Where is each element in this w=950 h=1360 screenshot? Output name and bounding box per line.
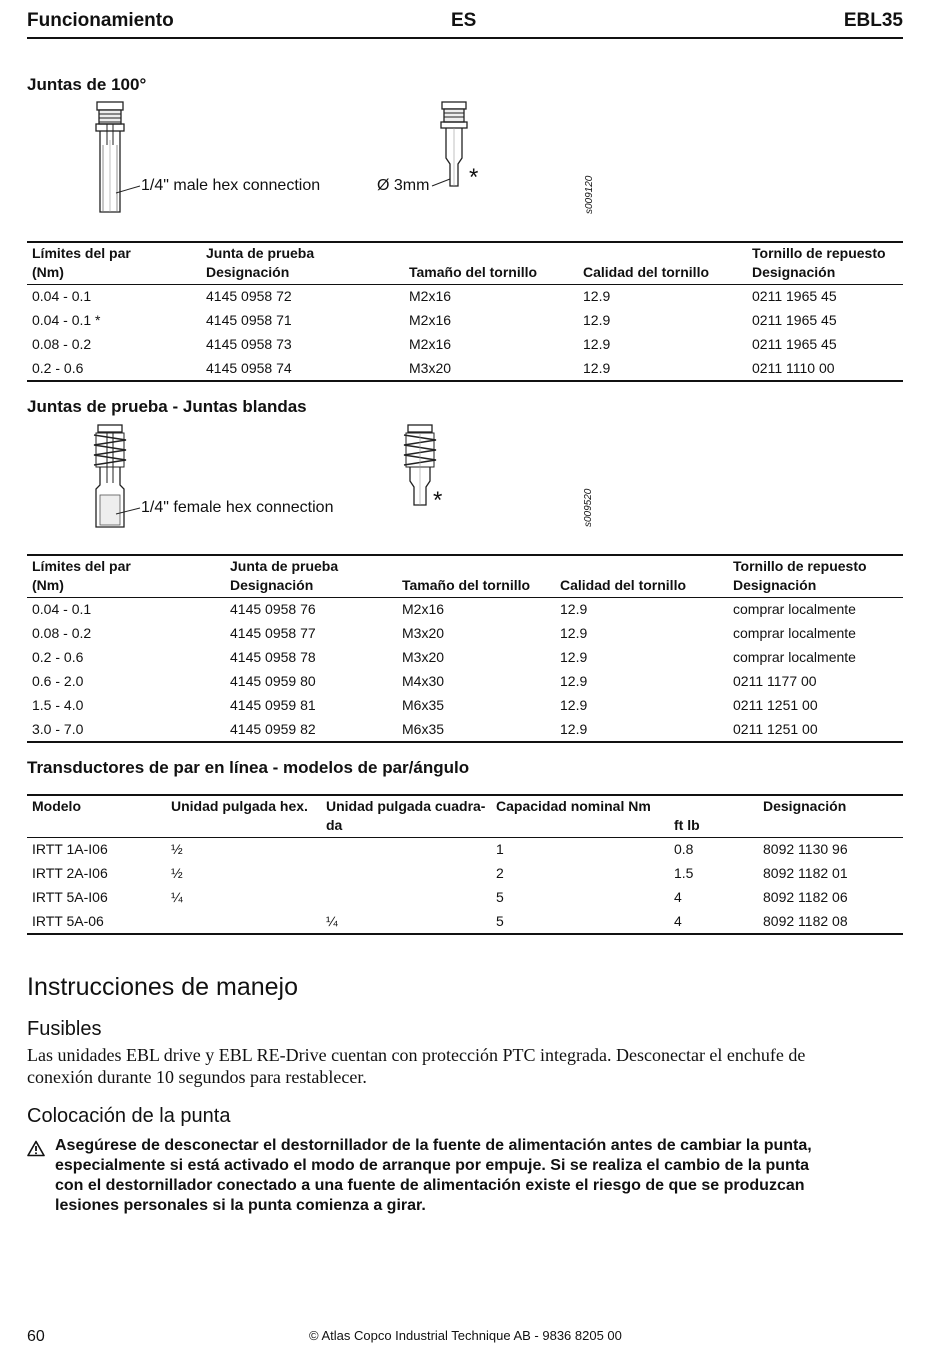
diameter-label: Ø 3mm bbox=[377, 177, 430, 194]
header-language: ES bbox=[451, 10, 477, 31]
female-hex-connection-label: 1/4" female hex connection bbox=[141, 499, 334, 516]
table1-header-screw-quality: Calidad del tornillo bbox=[583, 264, 710, 280]
header-section-title: Funcionamiento bbox=[27, 10, 174, 31]
male-hex-connection-label: 1/4" male hex connection bbox=[141, 177, 321, 194]
table3-top-rule bbox=[27, 794, 903, 796]
male-hex-joint-drawing bbox=[90, 100, 130, 218]
fusibles-text: Las unidades EBL drive y EBL RE-Drive cuentan con protección PTC integrada. Desconectar el enchufe de conexión durante 10 segundos para restablecer. bbox=[27, 1045, 806, 1087]
table2-header-joint: Junta de prueba Designación bbox=[230, 558, 339, 593]
table3-bottom-rule bbox=[27, 933, 903, 935]
instructions-title: Instrucciones de manejo bbox=[27, 973, 298, 1001]
copyright: © Atlas Copco Industrial Technique AB - 9836 8205 00 bbox=[309, 1328, 622, 1343]
section-title-100-joints: Juntas de 100° bbox=[27, 75, 147, 94]
figure-code-s009120: s009120 bbox=[584, 175, 595, 214]
table2-top-rule bbox=[27, 554, 903, 556]
leader-line-diameter bbox=[432, 176, 452, 188]
table3-header-rule bbox=[27, 837, 903, 838]
table3-header-capacity-nm: Capacidad nominal Nm bbox=[496, 798, 651, 814]
punta-title: Colocación de la punta bbox=[27, 1105, 231, 1127]
section-title-transducers: Transductores de par en línea - modelos de par/ángulo bbox=[27, 758, 470, 777]
table1-top-rule bbox=[27, 241, 903, 243]
table3-header-ft-lb: ft lb bbox=[674, 817, 700, 833]
table3-header-model: Modelo bbox=[32, 798, 81, 814]
table2-header-screw-size: Tamaño del tornillo bbox=[402, 577, 531, 593]
asterisk-marker: * bbox=[433, 487, 443, 514]
warning-text: Asegúrese de desconectar el destornillador de la fuente de alimentación antes de cambiar la punta, especialmente si está activado el modo de arranque por empuje. Si se realiza el cambio de la punta con el destornillador conectado a una fuente de alimentación existe el riesgo de que se produzcan lesiones personales si la punta comienza a girar. bbox=[55, 1137, 812, 1214]
table1-header-spare-screw: Tornillo de repuesto Designación bbox=[752, 245, 886, 280]
table2-header-rule bbox=[27, 597, 903, 598]
header-model: EBL35 bbox=[843, 10, 903, 31]
leader-line-male bbox=[116, 183, 142, 195]
header-rule bbox=[27, 37, 903, 39]
table3-header-square-inch: Unidad pulgada cuadra- da bbox=[326, 798, 486, 833]
fusibles-title: Fusibles bbox=[27, 1018, 102, 1040]
page-number: 60 bbox=[27, 1328, 45, 1345]
table2-header-torque: Límites del par (Nm) bbox=[32, 558, 131, 593]
table2-bottom-rule bbox=[27, 741, 903, 743]
table1-bottom-rule bbox=[27, 380, 903, 382]
table1-header-rule bbox=[27, 284, 903, 285]
table2-header-screw-quality: Calidad del tornillo bbox=[560, 577, 687, 593]
asterisk-marker: * bbox=[469, 164, 479, 191]
table3-header-hex-inch: Unidad pulgada hex. bbox=[171, 798, 308, 814]
table2-header-spare-screw: Tornillo de repuesto Designación bbox=[733, 558, 867, 593]
leader-line-female bbox=[116, 505, 142, 517]
section-title-soft-joints: Juntas de prueba - Juntas blandas bbox=[27, 397, 307, 416]
warning-triangle-icon bbox=[27, 1140, 45, 1157]
figure-code-s009520: s009520 bbox=[583, 488, 594, 527]
table1-header-screw-size: Tamaño del tornillo bbox=[409, 264, 538, 280]
table3-header-designation: Designación bbox=[763, 798, 847, 814]
table1-header-torque: Límites del par (Nm) bbox=[32, 245, 131, 280]
table1-header-joint: Junta de prueba Designación bbox=[206, 245, 315, 280]
